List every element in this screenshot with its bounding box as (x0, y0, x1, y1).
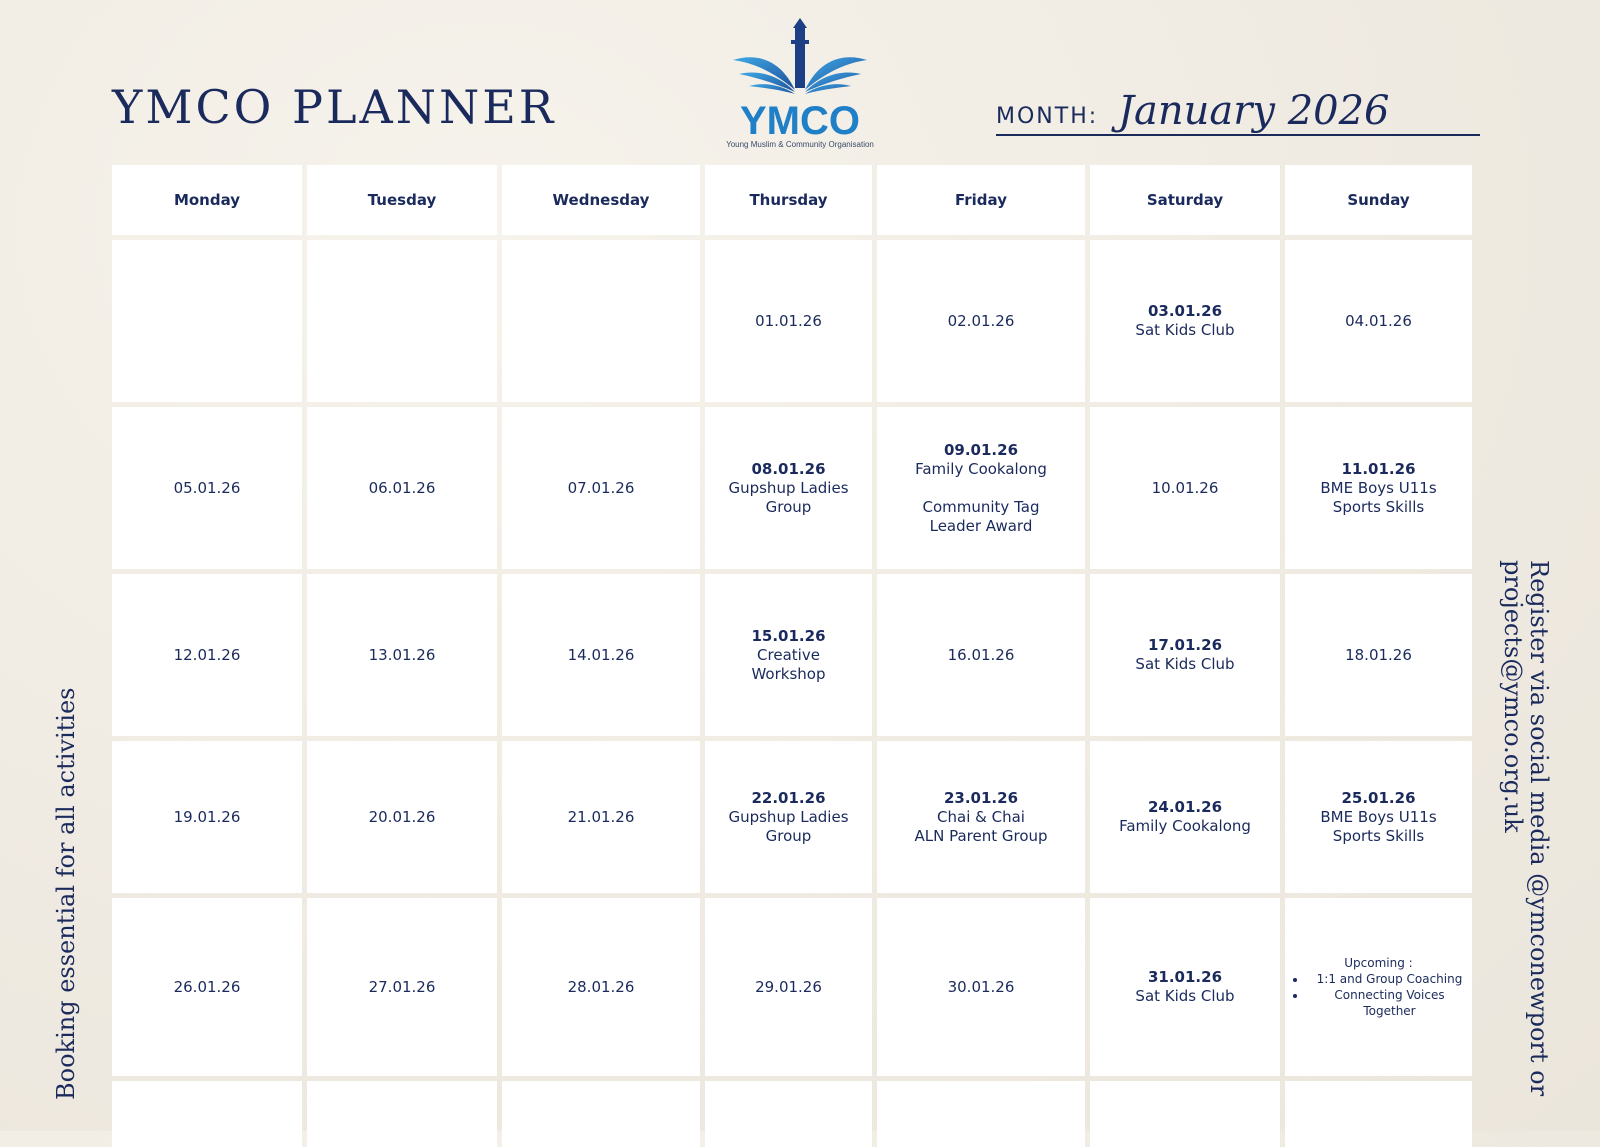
lighthouse-book-icon (725, 18, 875, 138)
day-date: 13.01.26 (368, 645, 436, 664)
logo-wordmark: YMCO (740, 99, 860, 138)
day-cell (1090, 898, 1280, 1076)
day-header: Tuesday (307, 165, 497, 235)
planner-title: YMCO PLANNER (112, 80, 557, 134)
day-date: 15.01.26 (751, 626, 826, 645)
day-date: 19.01.26 (173, 807, 241, 826)
day-cell (1090, 240, 1280, 402)
day-cell (705, 741, 872, 893)
empty-cell (705, 1081, 872, 1147)
empty-cell (112, 1081, 302, 1147)
day-cell (877, 574, 1085, 736)
day-events: Family Cookalong (1119, 817, 1251, 835)
day-cell (877, 407, 1085, 569)
day-date: 14.01.26 (567, 645, 635, 664)
day-date: 16.01.26 (947, 645, 1015, 664)
day-cell (877, 898, 1085, 1076)
day-cell (112, 898, 302, 1076)
day-cell (502, 240, 700, 402)
day-cell (112, 741, 302, 893)
day-date: 02.01.26 (947, 311, 1015, 330)
day-date: 18.01.26 (1345, 645, 1412, 664)
ymco-logo (725, 18, 875, 153)
upcoming-item: • 1:1 and Group Coaching (1307, 971, 1472, 987)
day-cell (1090, 407, 1280, 569)
day-cell (705, 898, 872, 1076)
register-note (1500, 560, 1552, 1096)
day-cell (307, 898, 497, 1076)
day-cell (705, 240, 872, 402)
day-events: Sat Kids Club (1135, 655, 1235, 673)
day-cell (1285, 574, 1472, 736)
day-date: 17.01.26 (1147, 636, 1223, 654)
day-cell (502, 898, 700, 1076)
month-underline (996, 134, 1480, 136)
day-cell (877, 741, 1085, 893)
day-header: Monday (112, 165, 302, 235)
day-date: 31.01.26 (1147, 968, 1223, 986)
empty-cell (877, 1081, 1085, 1147)
day-date: 23.01.26 (943, 788, 1019, 807)
day-date: 25.01.26 (1341, 788, 1416, 807)
day-cell (502, 407, 700, 569)
day-date: 28.01.26 (567, 977, 635, 996)
day-cell (112, 407, 302, 569)
day-date: 24.01.26 (1147, 798, 1223, 816)
day-header: Friday (877, 165, 1085, 235)
day-date: 11.01.26 (1341, 459, 1416, 478)
day-events: Creative Workshop (751, 645, 826, 683)
register-note-line: Register via social media @ymconewport or (1525, 560, 1553, 1097)
empty-cell (502, 1081, 700, 1147)
day-date: 09.01.26 (943, 440, 1019, 459)
upcoming-heading: Upcoming : (1344, 956, 1413, 970)
day-cell (307, 574, 497, 736)
day-events: Sat Kids Club (1135, 321, 1235, 339)
month-label: MONTH: (996, 104, 1099, 129)
day-date: 05.01.26 (173, 478, 241, 497)
day-header: Wednesday (502, 165, 700, 235)
empty-cell (307, 1081, 497, 1147)
booking-note: Booking essential for all activities (52, 687, 80, 1100)
day-cell (1090, 741, 1280, 893)
logo-subtitle: Young Muslim & Community Organisation (726, 140, 874, 149)
day-cell (1090, 574, 1280, 736)
day-cell (705, 407, 872, 569)
calendar-grid (112, 165, 1464, 1147)
empty-cell (1090, 1081, 1280, 1147)
day-events: Sat Kids Club (1135, 987, 1235, 1005)
day-events: Family Cookalong Community Tag Leader Award (915, 459, 1047, 535)
day-date: 21.01.26 (567, 807, 635, 826)
day-date: 08.01.26 (751, 459, 826, 478)
day-date: 27.01.26 (368, 977, 436, 996)
day-cell (1285, 240, 1472, 402)
day-date: 22.01.26 (751, 788, 826, 807)
upcoming-box (1285, 898, 1472, 1076)
day-header: Thursday (705, 165, 872, 235)
day-cell (705, 574, 872, 736)
upcoming-item: • Connecting Voices Together (1307, 987, 1472, 1019)
day-events: Gupshup Ladies Group (728, 478, 849, 516)
day-header: Saturday (1090, 165, 1280, 235)
day-events: BME Boys U11s Sports Skills (1320, 807, 1437, 845)
day-events: BME Boys U11s Sports Skills (1320, 478, 1437, 516)
day-date: 10.01.26 (1151, 478, 1219, 497)
day-cell (307, 407, 497, 569)
day-date: 04.01.26 (1345, 311, 1412, 330)
day-date: 26.01.26 (173, 977, 241, 996)
month-value: January 2026 (1118, 88, 1390, 134)
day-date: 06.01.26 (368, 478, 436, 497)
day-date: 12.01.26 (173, 645, 241, 664)
day-header: Sunday (1285, 165, 1472, 235)
day-date: 29.01.26 (755, 977, 822, 996)
day-cell (112, 240, 302, 402)
day-events: Gupshup Ladies Group (728, 807, 849, 845)
day-cell (112, 574, 302, 736)
upcoming-list (1285, 971, 1472, 1019)
day-date: 01.01.26 (755, 311, 822, 330)
day-cell (502, 741, 700, 893)
day-events: Chai & Chai ALN Parent Group (914, 807, 1048, 845)
register-note-line: projects@ymco.org.uk (1499, 560, 1527, 833)
day-date: 07.01.26 (567, 478, 635, 497)
day-cell (877, 240, 1085, 402)
day-cell (1285, 741, 1472, 893)
day-cell (307, 741, 497, 893)
day-date: 20.01.26 (368, 807, 436, 826)
day-date: 03.01.26 (1147, 302, 1223, 320)
empty-cell (1285, 1081, 1472, 1147)
day-cell (502, 574, 700, 736)
day-cell (307, 240, 497, 402)
day-cell (1285, 407, 1472, 569)
day-date: 30.01.26 (947, 977, 1015, 996)
